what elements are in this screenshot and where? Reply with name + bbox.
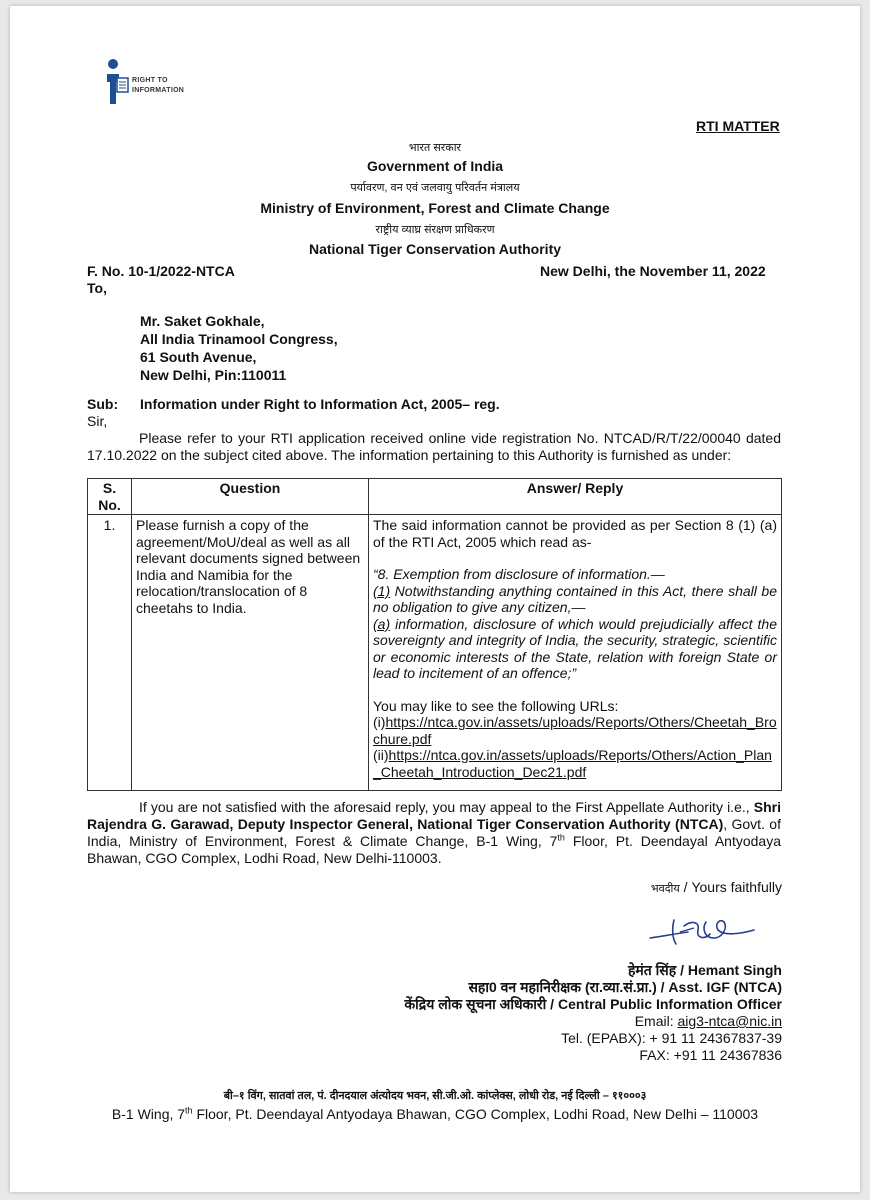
file-number: F. No. 10-1/2022-NTCA bbox=[87, 263, 235, 279]
logo-line-2: INFORMATION bbox=[132, 87, 185, 94]
header-answer: Answer/ Reply bbox=[369, 479, 782, 515]
letter-page bbox=[10, 6, 860, 1192]
subject-text: Information under Right to Information Act, 2005– reg. bbox=[140, 396, 500, 412]
closing bbox=[370, 879, 782, 898]
addressee-name: Mr. Saket Gokhale, bbox=[140, 313, 265, 329]
addressee-org: All India Trinamool Congress, bbox=[140, 331, 338, 347]
authority-hindi: राष्ट्रीय व्याघ्र संरक्षण प्राधिकरण bbox=[375, 224, 495, 236]
footer-address-hindi: बी–१ विंग, सातवां तल, पं. दीनदयाल अंत्योदय भवन, सी.जी.ओ. कांप्लेक्स, लोधी रोड, नई दिल्ली – ११०००३ bbox=[223, 1090, 647, 1102]
authority-english: National Tiger Conservation Authority bbox=[308, 241, 562, 257]
govt-hindi: भारत सरकार bbox=[408, 142, 462, 154]
appeal-paragraph bbox=[87, 799, 781, 867]
addressee-city: New Delhi, Pin:110011 bbox=[140, 367, 287, 383]
logo-line-1: RIGHT TO bbox=[132, 77, 168, 84]
signature-image bbox=[644, 910, 764, 952]
signatory-fax: FAX: +91 11 24367836 bbox=[639, 1047, 782, 1063]
ministry-english: Ministry of Environment, Forest and Climate Change bbox=[260, 200, 610, 216]
footer-text-2: Floor, Pt. Deendayal Antyodaya Bhawan, CGO Complex, Lodhi Road, New Delhi – 110003 bbox=[192, 1106, 759, 1122]
date-line: New Delhi, the November 11, 2022 bbox=[540, 263, 766, 279]
url-1-prefix: (i) bbox=[373, 714, 386, 730]
rti-person-icon bbox=[104, 56, 134, 112]
closing-hindi: भवदीय bbox=[650, 883, 680, 895]
url-1-link[interactable]: https://ntca.gov.in/assets/uploads/Reports/Others/Cheetah_Brochure.pdf bbox=[373, 714, 777, 747]
salutation: Sir, bbox=[87, 413, 108, 429]
govt-english: Government of India bbox=[366, 158, 504, 174]
clause-1-text: Notwithstanding anything contained in this Act, there shall be no obligation to give any citizen,— bbox=[373, 582, 777, 615]
clause-a-number: (a) bbox=[373, 615, 391, 632]
rti-logo bbox=[104, 56, 214, 112]
addressee-street: 61 South Avenue, bbox=[140, 349, 257, 365]
rti-logo-text bbox=[132, 76, 184, 96]
rti-matter-heading: RTI MATTER bbox=[696, 118, 780, 134]
table-header-row bbox=[88, 479, 782, 515]
quote-clause-a bbox=[373, 616, 777, 682]
signatory-block bbox=[370, 962, 782, 1064]
quote-heading: “8. Exemption from disclosure of information.— bbox=[373, 566, 665, 582]
signatory-email bbox=[370, 1013, 782, 1030]
addressee bbox=[140, 312, 338, 384]
footer-text-1: B-1 Wing, 7 bbox=[111, 1106, 186, 1122]
email-label: Email: bbox=[634, 1013, 678, 1029]
answer-intro: The said information cannot be provided as per Section 8 (1) (a) of the RTI Act, 2005 which read as- bbox=[373, 517, 777, 550]
cell-answer bbox=[369, 515, 782, 791]
signatory-tel: Tel. (EPABX): + 91 11 24367837-39 bbox=[561, 1030, 782, 1046]
appeal-sup: th bbox=[557, 832, 565, 843]
header-sno: S. No. bbox=[88, 479, 132, 515]
clause-1-number: (1) bbox=[373, 582, 391, 599]
cell-sno: 1. bbox=[88, 515, 132, 791]
appeal-text-1: If you are not satisfied with the aforesaid reply, you may appeal to the First Appellate Authority i.e., bbox=[139, 799, 754, 815]
quote-clause-1 bbox=[373, 583, 777, 616]
url-item-2 bbox=[373, 747, 777, 780]
intro-paragraph: Please refer to your RTI application received online vide registration No. NTCAD/R/T/22/00040 dated 17.10.2022 on the subject cited above. The information pertaining to this Authority is furnished as under: bbox=[87, 430, 781, 463]
appellate-authority: Shri Rajendra G. Garawad, Deputy Inspector General, National Tiger Conservation Authority (NTCA) bbox=[87, 799, 781, 832]
closing-english: / Yours faithfully bbox=[679, 879, 782, 895]
cell-question: Please furnish a copy of the agreement/MoU/deal as well as all relevant documents signed between India and Namibia for the relocation/translocation of 8 cheetahs to India. bbox=[132, 515, 369, 791]
table-row bbox=[88, 515, 782, 791]
footer-address-english bbox=[10, 1106, 860, 1122]
url-2-link[interactable]: https://ntca.gov.in/assets/uploads/Reports/Others/Action_Plan_Cheetah_Introduction_Dec21.pdf bbox=[373, 747, 772, 780]
url-2-prefix: (ii) bbox=[373, 747, 389, 763]
footer-sup: th bbox=[185, 1105, 193, 1116]
urls-intro: You may like to see the following URLs: bbox=[373, 697, 619, 714]
rti-reply-table bbox=[87, 478, 782, 791]
signatory-designation: सहा0 वन महानिरीक्षक (रा.व्या.सं.प्रा.) / Asst. IGF (NTCA) bbox=[468, 979, 782, 995]
header-question: Question bbox=[132, 479, 369, 515]
signatory-name: हेमंत सिंह / Hemant Singh bbox=[628, 962, 782, 978]
subject-label: Sub: bbox=[87, 396, 119, 412]
email-link[interactable]: aig3-ntca@nic.in bbox=[677, 1013, 782, 1029]
url-item-1 bbox=[373, 714, 777, 747]
clause-a-text: information, disclosure of which would prejudicially affect the sovereignty and integrity of India, the security, strategic, scientific or economic interests of the State, relation with foreign State or lead to incitement of an offence;” bbox=[373, 615, 777, 681]
appeal-text-3: Floor, Pt. Deendayal Antyodaya Bhawan, CGO Complex, Lodhi Road, New Delhi-110003. bbox=[87, 833, 782, 866]
to-label: To, bbox=[87, 280, 107, 296]
signatory-cpio: केंद्रिय लोक सूचना अधिकारी / Central Public Information Officer bbox=[404, 996, 782, 1012]
appeal-text-2: , Govt. of India, Ministry of Environment, Forest & Climate Change, B-1 Wing, 7 bbox=[87, 816, 781, 849]
ministry-hindi: पर्यावरण, वन एवं जलवायु परिवर्तन मंत्रालय bbox=[350, 182, 520, 194]
